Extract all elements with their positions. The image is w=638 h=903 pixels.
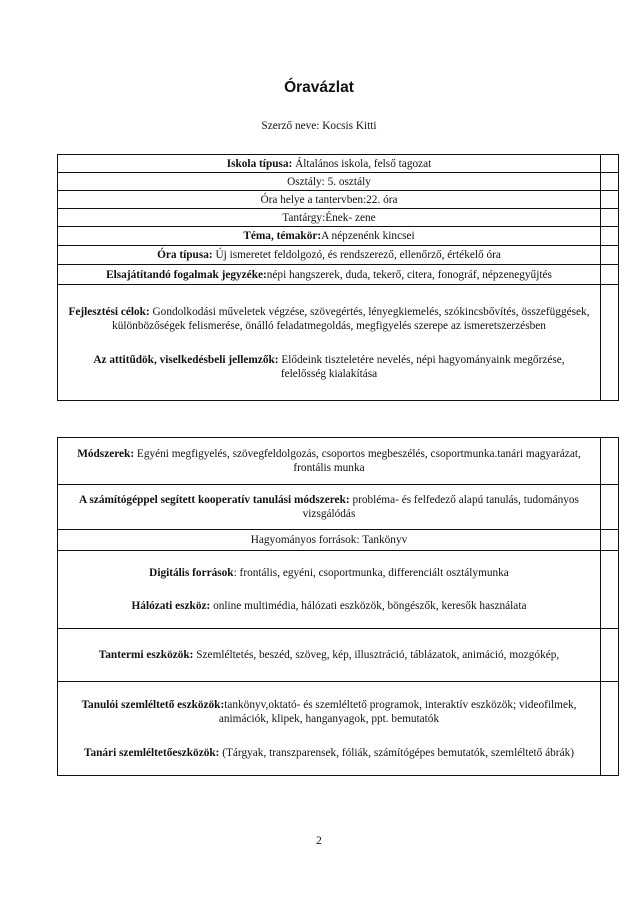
side-cell: [601, 682, 619, 776]
attitudes-label: Az attitűdök, viselkedésbeli jellemzők:: [93, 353, 279, 366]
topic-cell: [58, 227, 601, 246]
side-cell: [601, 173, 619, 191]
coop-methods-label: A számítógéppel segített kooperatív tanulási módszerek:: [79, 494, 350, 506]
lesson-place-cell: [58, 191, 601, 209]
traditional-sources-cell: [58, 530, 601, 551]
side-cell: [601, 155, 619, 173]
side-cell: [601, 191, 619, 209]
class-cell: [58, 173, 601, 191]
table-row: [58, 155, 619, 173]
methods-label: Módszerek:: [77, 448, 135, 460]
topic-label: Téma, témakör:: [243, 230, 322, 242]
goals-cell: [58, 285, 601, 401]
side-cell: [601, 265, 619, 285]
digital-sources-value: : frontális, egyéni, csoportmunka, differenciált osztálymunka: [233, 567, 509, 579]
concepts-cell: [58, 265, 601, 285]
network-tools-value: online multimédia, hálózati eszközök, böngészők, keresők használata: [210, 600, 527, 612]
school-type-value: Általános iskola, felső tagozat: [292, 157, 432, 170]
table-row: [58, 191, 619, 209]
subject-value: Tantárgy:Ének- zene: [282, 211, 376, 224]
coop-methods-value: probléma- és felfedező alapú tanulás, tudományos vizsgálódás: [302, 494, 579, 520]
lesson-type-cell: [58, 246, 601, 265]
methods-cell: [58, 438, 601, 485]
table-row: [58, 551, 619, 629]
digital-sources-label: Digitális források: [149, 567, 234, 579]
classroom-tools-value: Szemléltetés, beszéd, szöveg, kép, illusztráció, táblázatok, animáció, mozgókép,: [193, 649, 560, 661]
goals-value: Gondolkodási műveletek végzése, szövegértés, lényegkiemelés, szókincsbővítés, összefüggések, különbözőségek felismerése, önálló feladatmegoldás, megfigyelés szerepe az ismeretszerzésben: [112, 305, 590, 332]
table-row: [58, 485, 619, 530]
student-aids-line: [62, 698, 596, 746]
side-cell: [601, 227, 619, 246]
side-cell: [601, 438, 619, 485]
school-type-cell: [58, 155, 601, 173]
lesson-type-value: Új ismeretet feldolgozó, és rendszerező, ellenőrző, értékelő óra: [212, 249, 501, 261]
table-row: [58, 530, 619, 551]
goals-label: Fejlesztési célok:: [68, 305, 150, 318]
document-title: Óravázlat: [284, 79, 354, 96]
lesson-info-table: [57, 154, 619, 401]
class-value: Osztály: 5. osztály: [287, 175, 371, 188]
side-cell: [601, 629, 619, 682]
concepts-value: népi hangszerek, duda, tekerő, citera, fonográf, népzenegyűjtés: [266, 268, 552, 281]
table-row: [58, 227, 619, 246]
network-tools-line: [62, 599, 596, 613]
digital-sources-line: [62, 566, 596, 599]
lesson-place-value: Óra helye a tantervben:22. óra: [260, 193, 398, 206]
classroom-tools-label: Tantermi eszközök:: [98, 649, 194, 661]
digital-sources-cell: [58, 551, 601, 629]
student-aids-label: Tanulói szemléltető eszközök:: [81, 698, 225, 711]
methods-table: [57, 437, 619, 776]
traditional-sources-value: Hagyományos források: Tankönyv: [250, 534, 408, 546]
side-cell: [601, 530, 619, 551]
visual-aids-cell: [58, 682, 601, 776]
subject-cell: [58, 209, 601, 227]
table-row: [58, 682, 619, 776]
table-row: [58, 285, 619, 401]
side-cell: [601, 246, 619, 265]
table-row: [58, 265, 619, 285]
goals-block: [58, 305, 600, 353]
table-row: [58, 438, 619, 485]
table-row: [58, 173, 619, 191]
author-name: Szerző neve: Kocsis Kitti: [261, 120, 377, 132]
classroom-tools-cell: [58, 629, 601, 682]
side-cell: [601, 551, 619, 629]
concepts-label: Elsajátítandó fogalmak jegyzéke:: [106, 268, 267, 281]
student-aids-value: tankönyv,oktató- és szemléltető programok, interaktív eszközök; videofilmek, animációk, klipek, hanganyagok, ppt. bemutatók: [218, 698, 577, 725]
methods-value: Egyéni megfigyelés, szövegfeldolgozás, csoportos megbeszélés, csoportmunka.tanári magyarázat, frontális munka: [134, 448, 581, 474]
attitudes-value: Elődeink tiszteletére nevelés, népi hagyományaink megőrzése, felelősség kialakítása: [278, 353, 565, 380]
teacher-aids-label: Tanári szemléltetőeszközök:: [83, 746, 220, 759]
lesson-type-label: Óra típusa:: [157, 249, 213, 261]
attitudes-block: [58, 353, 600, 381]
page-number: 2: [316, 835, 322, 847]
topic-value: A népzenénk kincsei: [321, 230, 415, 242]
coop-methods-cell: [58, 485, 601, 530]
table-row: [58, 629, 619, 682]
teacher-aids-line: [62, 746, 596, 760]
school-type-label: Iskola típusa:: [226, 157, 293, 170]
teacher-aids-value: (Tárgyak, transzparensek, fóliák, számítógépes bemutatók, szemléltető ábrák): [219, 746, 574, 759]
network-tools-label: Hálózati eszköz:: [131, 600, 211, 612]
side-cell: [601, 209, 619, 227]
side-cell: [601, 285, 619, 401]
side-cell: [601, 485, 619, 530]
table-row: [58, 209, 619, 227]
table-row: [58, 246, 619, 265]
